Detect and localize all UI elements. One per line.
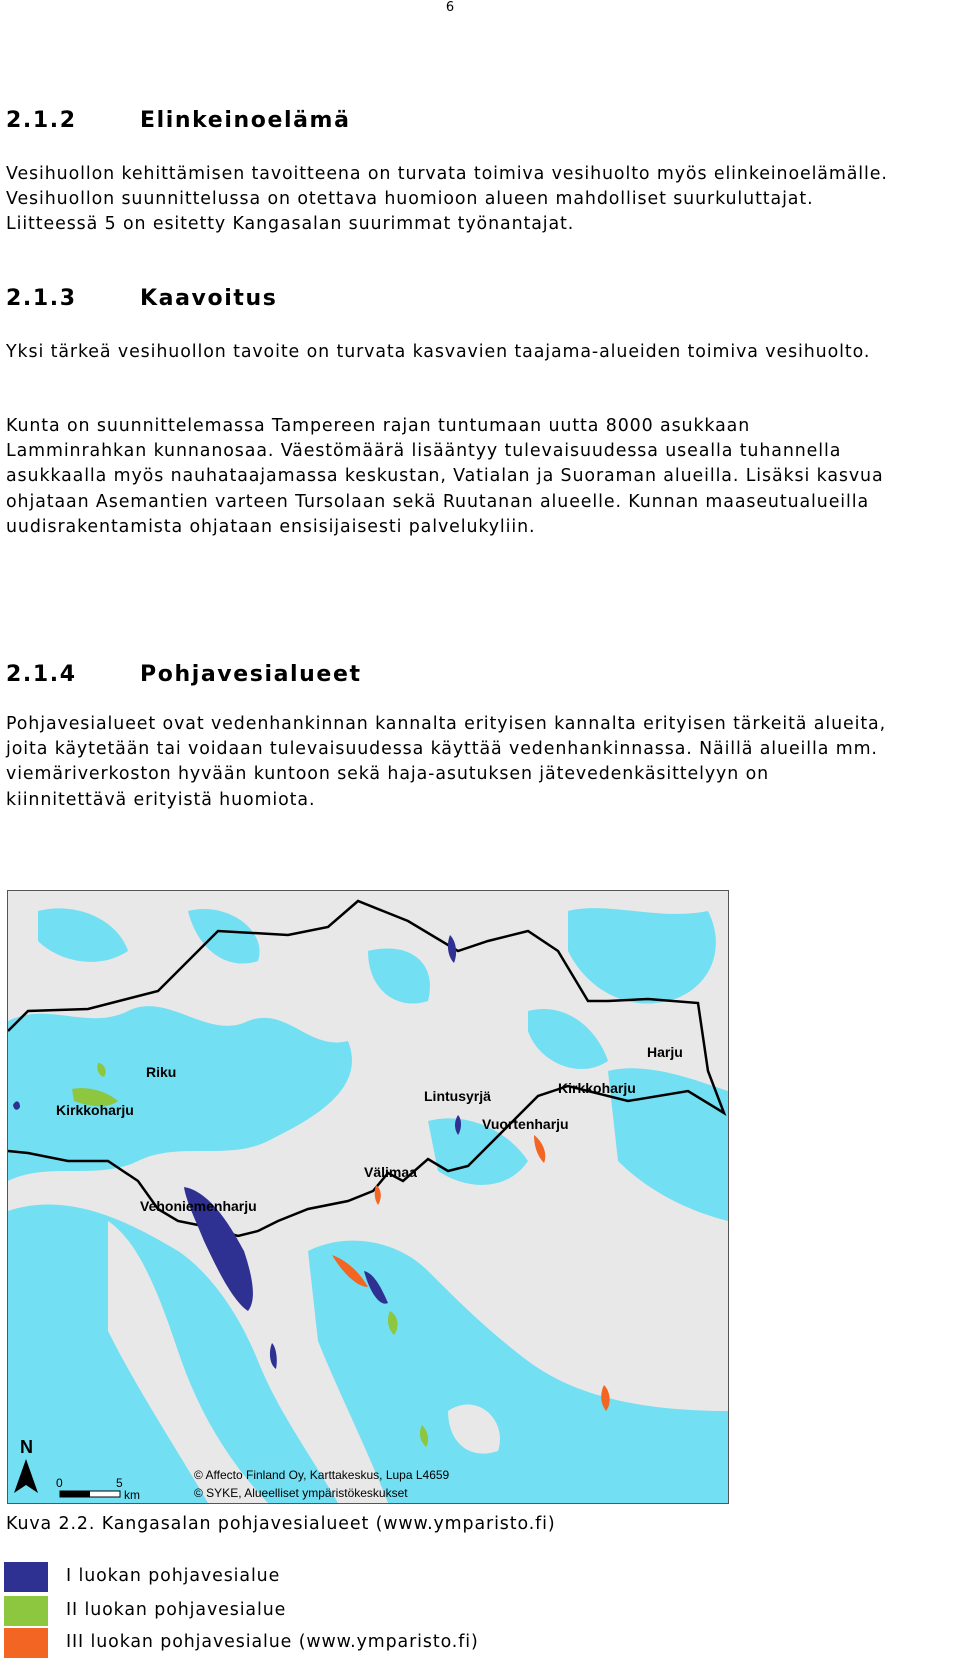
legend-swatch bbox=[4, 1562, 48, 1592]
paragraph: Vesihuollon kehittämisen tavoitteena on turvata toimiva vesihuolto myös elinkeinoelämälle. Vesihuollon suunnittelussa on otettava huomioon alueen mahdolliset suurkuluttajat. Liitteessä 5 on esitetty Kangasalan suurimmat työnantajat. bbox=[6, 164, 888, 235]
scale-label-unit: km bbox=[124, 1488, 140, 1502]
north-label: N bbox=[20, 1437, 33, 1457]
map-credit-karttakeskus: © Affecto Finland Oy, Karttakeskus, Lupa L4659 bbox=[194, 1468, 450, 1482]
section-title: Pohjavesialueet bbox=[140, 662, 362, 687]
map-label-lintusyrja: Lintusyrjä bbox=[424, 1088, 491, 1104]
map-graphic bbox=[8, 891, 728, 1503]
scale-label-five: 5 bbox=[116, 1476, 123, 1490]
map-label-valimaa: Välimaa bbox=[364, 1164, 417, 1180]
legend-label: III luokan pohjavesialue (www.ymparisto.fi) bbox=[66, 1632, 479, 1652]
map-label-vuortenharju: Vuortenharju bbox=[482, 1116, 569, 1132]
legend-label: II luokan pohjavesialue bbox=[66, 1600, 287, 1620]
scale-bar-fill bbox=[60, 1491, 90, 1497]
groundwater-map bbox=[7, 890, 729, 1504]
section-heading-elinkeinoelama bbox=[6, 108, 351, 133]
paragraph: Kunta on suunnittelemassa Tampereen rajan tuntumaan uutta 8000 asukkaan Lamminrahkan kunnanosaa. Väestömäärä lisääntyy tulevaisuudessa usealla tuhannella asukkaalla myös nauhataajamassa keskustan, Vatialan ja Suoraman alueilla. Lisäksi kasvua ohjataan Asemantien varteen Tursolaan sekä Ruutanan alueelle. Kunnan maaseutualueilla uudisrakentamista ohjataan ensisijaisesti palvelukyliin. bbox=[6, 416, 884, 537]
section-title: Kaavoitus bbox=[140, 286, 278, 311]
map-label-riku: Riku bbox=[146, 1064, 177, 1080]
section-heading-kaavoitus bbox=[6, 286, 277, 311]
map-label-vehoniemenharju: Vehoniemenharju bbox=[140, 1198, 257, 1214]
legend-swatch bbox=[4, 1628, 48, 1658]
map-label-kirkkoharju: Kirkkoharju bbox=[56, 1102, 134, 1118]
legend-label: I luokan pohjavesialue bbox=[66, 1566, 281, 1586]
section-number: 2.1.2 bbox=[6, 108, 77, 133]
figure-caption: Kuva 2.2. Kangasalan pohjavesialueet (www.ymparisto.fi) bbox=[6, 1514, 556, 1534]
paragraph: Yksi tärkeä vesihuollon tavoite on turvata kasvavien taajama-alueiden toimiva vesihuolto. bbox=[6, 342, 871, 362]
section-heading-pohjavesialueet bbox=[6, 662, 362, 687]
map-label-harju: Harju bbox=[647, 1044, 683, 1060]
paragraph: Pohjavesialueet ovat vedenhankinnan kannalta erityisen kannalta erityisen tärkeitä alueita, joita käytetään tai voidaan tulevaisuudessa käyttää vedenhankinnassa. Näillä alueilla mm. viemäriverkoston hyvään kuntoon sekä haja-asutuksen jätevedenkäsittelyyn on kiinnitettävä erityistä huomiota. bbox=[6, 714, 887, 810]
section-title: Elinkeinoelämä bbox=[140, 108, 351, 133]
section-number: 2.1.4 bbox=[6, 662, 77, 687]
scale-label-zero: 0 bbox=[56, 1476, 63, 1490]
map-credit-syke: © SYKE, Alueelliset ympäristökeskukset bbox=[194, 1486, 408, 1500]
legend-swatch bbox=[4, 1596, 48, 1626]
section-number: 2.1.3 bbox=[6, 286, 77, 311]
page-number: 6 bbox=[445, 0, 455, 15]
map-label-kirkkoharju-east: Kirkkoharju bbox=[558, 1080, 636, 1096]
